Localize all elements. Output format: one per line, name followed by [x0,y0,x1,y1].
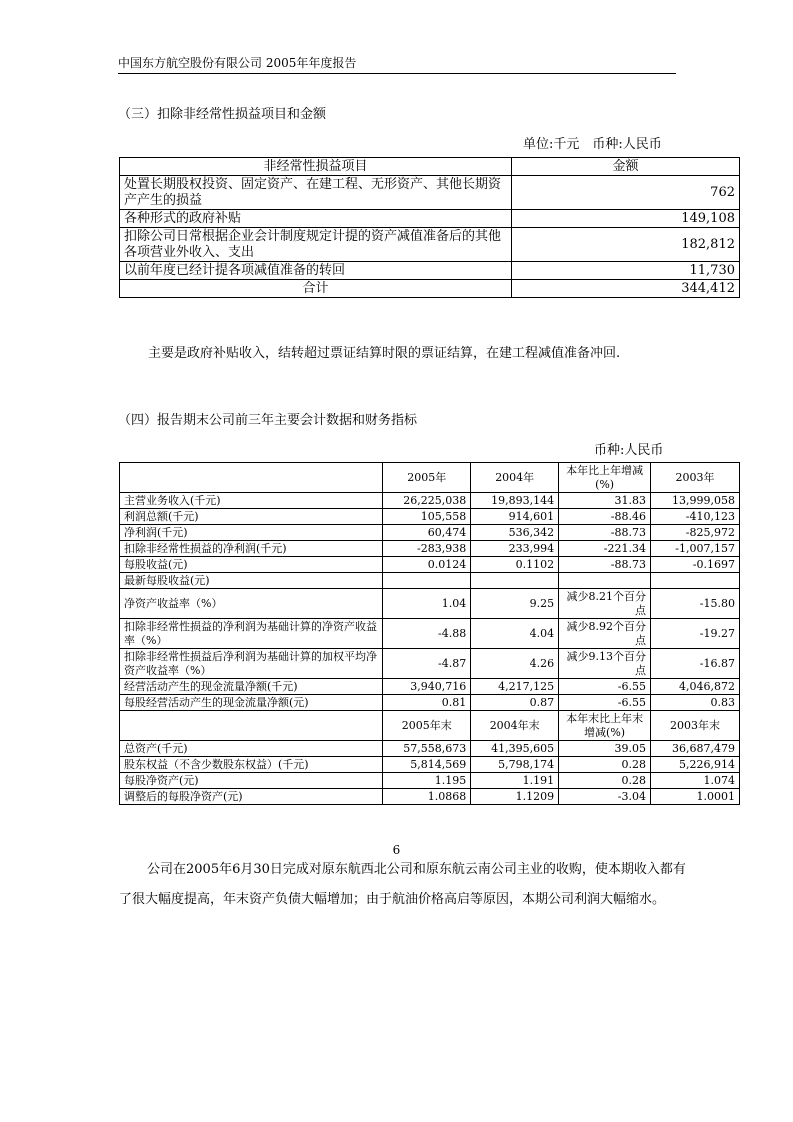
row-amount: 11,730 [512,262,740,280]
table-row [120,509,740,525]
table-row [120,757,740,773]
table-row [120,541,740,557]
cell-value: 0.0124 [383,557,471,573]
cell-value: -0.1697 [651,557,740,573]
cell-value: -4.87 [383,649,471,679]
cell-value: 0.28 [559,757,651,773]
cell-value: 1.04 [383,589,471,619]
cell-value [559,573,651,589]
table-row [120,176,740,210]
cell-value: -88.46 [559,509,651,525]
row-amount: 762 [512,176,740,210]
cell-value: -3.04 [559,789,651,805]
cell-value: 39.05 [559,741,651,757]
column-header: 2003年末 [651,711,740,741]
row-label: 净资产收益率（%） [120,589,383,619]
financial-indicators-table [119,462,740,805]
cell-value: 41,395,605 [471,741,559,757]
column-header [120,711,383,741]
table-row [120,557,740,573]
cell-value: 4.04 [471,619,559,649]
cell-value: 0.87 [471,695,559,711]
section4-unit: 币种:人民币 [594,443,664,458]
section3-unit: 单位:千元 币种:人民币 [523,137,662,152]
cell-value: 0.28 [559,773,651,789]
page-number: 6 [392,843,401,857]
cell-value: 1.0868 [383,789,471,805]
row-label: 每股经营活动产生的现金流量净额(元) [120,695,383,711]
cell-value: 26,225,038 [383,493,471,509]
table-row [120,695,740,711]
total-label: 合计 [120,280,512,298]
cell-value: -6.55 [559,695,651,711]
cell-value: 减少8.92个百分点 [559,619,651,649]
cell-value: 1.074 [651,773,740,789]
cell-value: -221.34 [559,541,651,557]
table-row [120,493,740,509]
cell-value: -6.55 [559,679,651,695]
row-label: 经营活动产生的现金流量净额(千元) [120,679,383,695]
cell-value: 233,994 [471,541,559,557]
section4-paragraph: 公司在2005年6月30日完成对原东航西北公司和原东航云南公司主业的收购，使本期收入都有了很大幅度提高，年末资产负债大幅增加；由于航油价格高启等原因，本期公司利润大幅缩水。 [119,862,686,907]
nonrecurring-table [119,157,740,298]
row-label: 调整后的每股净资产(元) [120,789,383,805]
row-label: 扣除非经常性损益的净利润(千元) [120,541,383,557]
column-header: 2004年末 [471,711,559,741]
cell-value: -88.73 [559,525,651,541]
cell-value: 4,217,125 [471,679,559,695]
column-header: 2003年 [651,463,740,493]
row-label: 净利润(千元) [120,525,383,541]
table-row [120,789,740,805]
row-item: 扣除公司日常根据企业会计制度规定计提的资产减值准备后的其他各项营业外收入、支出 [120,228,512,262]
col-header-amount: 金额 [512,158,740,176]
cell-value: 5,814,569 [383,757,471,773]
cell-value: 1.195 [383,773,471,789]
section3-title: （三）扣除非经常性损益项目和金额 [118,107,327,122]
cell-value: 13,999,058 [651,493,740,509]
cell-value: 536,342 [471,525,559,541]
header-divider [118,73,676,74]
cell-value: -825,972 [651,525,740,541]
cell-value: 5,226,914 [651,757,740,773]
cell-value: 31.83 [559,493,651,509]
table-row [120,573,740,589]
total-amount: 344,412 [512,280,740,298]
header-row [120,711,740,741]
column-header: 本年末比上年末增减(%) [559,711,651,741]
row-label: 股东权益（不含少数股东权益）(千元) [120,757,383,773]
table-row [120,773,740,789]
row-label: 每股收益(元) [120,557,383,573]
table-row [120,649,740,679]
cell-value: 5,798,174 [471,757,559,773]
table-row [120,262,740,280]
cell-value: -19.27 [651,619,740,649]
cell-value: 1.0001 [651,789,740,805]
table-row [120,228,740,262]
row-label: 最新每股收益(元) [120,573,383,589]
table-row [120,525,740,541]
cell-value: 1.191 [471,773,559,789]
row-label: 扣除非经常性损益的净利润为基础计算的净资产收益率（%） [120,619,383,649]
row-amount: 182,812 [512,228,740,262]
cell-value [471,573,559,589]
row-label: 每股净资产(元) [120,773,383,789]
row-label: 利润总额(千元) [120,509,383,525]
column-header: 本年比上年增减(%) [559,463,651,493]
table-row [120,619,740,649]
section4-title: （四）报告期末公司前三年主要会计数据和财务指标 [118,413,418,428]
cell-value: -283,938 [383,541,471,557]
cell-value: -15.80 [651,589,740,619]
cell-value: -88.73 [559,557,651,573]
table-row [120,589,740,619]
row-label: 主营业务收入(千元) [120,493,383,509]
cell-value: 减少8.21个百分点 [559,589,651,619]
column-header [120,463,383,493]
column-header: 2005年末 [383,711,471,741]
table-row [120,741,740,757]
cell-value: 减少9.13个百分点 [559,649,651,679]
cell-value [651,573,740,589]
cell-value: 57,558,673 [383,741,471,757]
cell-value: 19,893,144 [471,493,559,509]
column-header: 2004年 [471,463,559,493]
cell-value: 4.26 [471,649,559,679]
cell-value: 105,558 [383,509,471,525]
cell-value: -410,123 [651,509,740,525]
section3-note: 主要是政府补贴收入，结转超过票证结算时限的票证结算，在建工程减值准备冲回. [148,346,621,361]
cell-value: 60,474 [383,525,471,541]
row-amount: 149,108 [512,210,740,228]
table-row [120,210,740,228]
row-label: 扣除非经常性损益后净利润为基础计算的加权平均净资产收益率（%） [120,649,383,679]
row-item: 以前年度已经计提各项减值准备的转回 [120,262,512,280]
cell-value: 36,687,479 [651,741,740,757]
cell-value: 0.1102 [471,557,559,573]
column-header: 2005年 [383,463,471,493]
header-row [120,463,740,493]
total-row [120,280,740,298]
cell-value: 0.83 [651,695,740,711]
cell-value: 914,601 [471,509,559,525]
row-label: 总资产(千元) [120,741,383,757]
page-header: 中国东方航空股份有限公司 2005年年度报告 [118,56,357,70]
cell-value [383,573,471,589]
row-item: 各种形式的政府补贴 [120,210,512,228]
cell-value: 4,046,872 [651,679,740,695]
col-header-item: 非经常性损益项目 [120,158,512,176]
cell-value: -4.88 [383,619,471,649]
cell-value: 9.25 [471,589,559,619]
table-row [120,679,740,695]
cell-value: -16.87 [651,649,740,679]
cell-value: -1,007,157 [651,541,740,557]
cell-value: 0.81 [383,695,471,711]
cell-value: 1.1209 [471,789,559,805]
cell-value: 3,940,716 [383,679,471,695]
row-item: 处置长期股权投资、固定资产、在建工程、无形资产、其他长期资产产生的损益 [120,176,512,210]
